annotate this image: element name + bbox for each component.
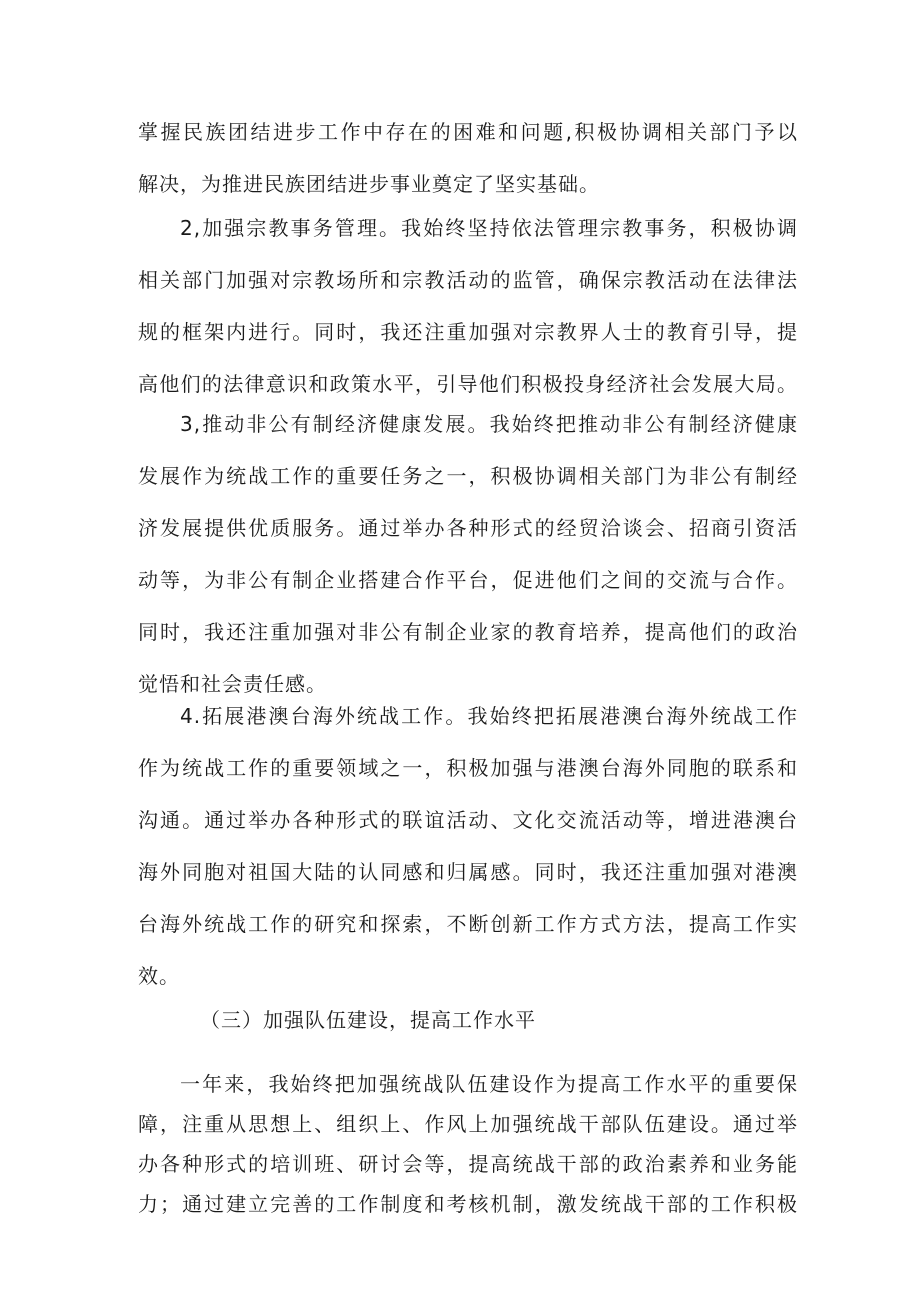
text-line: 解决，为推进民族团结进步事业奠定了坚实基础。 [138,172,600,196]
paragraph-non-public-economy [138,398,798,710]
text-line: 规的框架内进行。同时，我还注重加强对宗教界人士的教育引导，提 [138,320,798,344]
text-line: 办各种形式的培训班、研讨会等，提高统战干部的政治素养和业务能 [138,1152,798,1176]
text-line: 同时，我还注重加强对非公有制企业家的教育培养，提高他们的政治 [138,620,798,644]
text-line: 高他们的法律意识和政策水平，引导他们积极投身经济社会发展大局。 [138,372,798,396]
text-line: 3,推动非公有制经济健康发展。我始终把推动非公有制经济健康 [180,412,798,436]
text-line: 障，注重从思想上、组织上、作风上加强统战干部队伍建设。通过举 [138,1112,798,1136]
text-line: 海外同胞对祖国大陆的认同感和归属感。同时，我还注重加强对港澳 [138,860,798,884]
paragraph-ethnic-unity-continued [138,106,798,210]
section-heading: （三）加强队伍建设，提高工作水平 [200,1008,536,1032]
text-line: 发展作为统战工作的重要任务之一，积极协调相关部门为非公有制经 [138,464,798,488]
text-line: 一年来，我始终把加强统战队伍建设作为提高工作水平的重要保 [180,1072,798,1096]
paragraph-overseas-united-front [138,690,798,1002]
text-line: 效。 [138,964,180,988]
text-line: 相关部门加强对宗教场所和宗教活动的监管，确保宗教活动在法律法 [138,268,798,292]
text-line: 沟通。通过举办各种形式的联谊活动、文化交流活动等，增进港澳台 [138,808,798,832]
text-line: 2,加强宗教事务管理。我始终坚持依法管理宗教事务，积极协调 [180,216,798,240]
text-line: 4.拓展港澳台海外统战工作。我始终把拓展港澳台海外统战工作 [180,704,798,728]
paragraph-team-building [138,1064,798,1224]
text-line: 台海外统战工作的研究和探索，不断创新工作方式方法，提高工作实 [138,912,798,936]
text-line: 济发展提供优质服务。通过举办各种形式的经贸洽谈会、招商引资活 [138,516,798,540]
paragraph-religious-affairs [138,202,798,410]
text-line: 作为统战工作的重要领域之一，积极加强与港澳台海外同胞的联系和 [138,756,798,780]
text-line: 觉悟和社会责任感。 [138,672,327,696]
text-line: 动等，为非公有制企业搭建合作平台，促进他们之间的交流与合作。 [138,568,798,592]
text-line: 掌握民族团结进步工作中存在的困难和问题,积极协调相关部门予以 [138,120,798,144]
text-line: 力；通过建立完善的工作制度和考核机制，激发统战干部的工作积极 [138,1192,798,1216]
